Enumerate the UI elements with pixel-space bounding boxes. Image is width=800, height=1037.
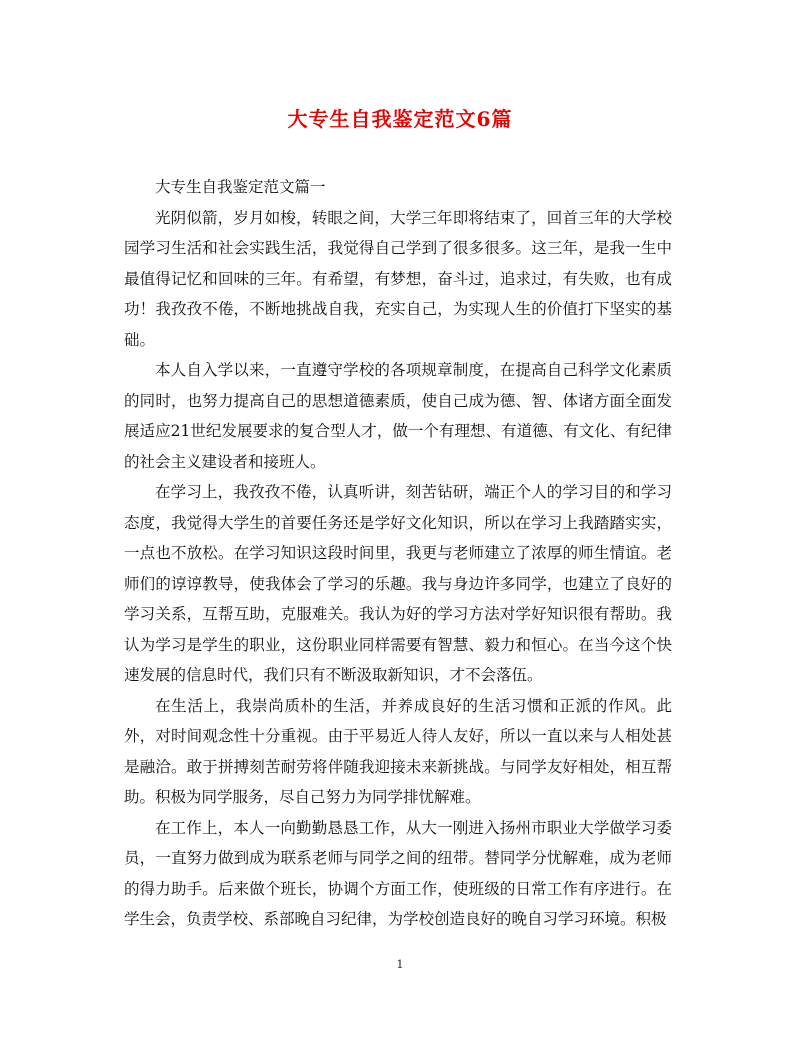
section-heading: 大专生自我鉴定范文篇一 <box>155 178 326 196</box>
page-number: 1 <box>396 958 404 971</box>
paragraph: 在生活上，我崇尚质朴的生活，并养成良好的生活习惯和正派的作风。此外，对时间观念性十分重视。由于平易近人待人友好，所以一直以来与人相处甚是融洽。敢于拼搏刻苦耐劳将伴随我迎接未来新挑战。与同学友好相处，相互帮助。积极为同学服务，尽自己努力为同学排忧解难。 <box>124 696 672 806</box>
paragraph: 本人自入学以来，一直遵守学校的各项规章制度，在提高自己科学文化素质的同时，也努力提高自己的思想道德素质，使自己成为德、智、体诸方面全面发展适应21世纪发展要求的复合型人才，做一个有理想、有道德、有文化、有纪律的社会主义建设者和接班人。 <box>124 361 672 471</box>
document-title: 大专生自我鉴定范文6篇 <box>287 107 513 131</box>
paragraph: 在工作上，本人一向勤勤恳恳工作，从大一刚进入扬州市职业大学做学习委员，一直努力做到成为联系老师与同学之间的纽带。替同学分忧解难，成为老师的得力助手。后来做个班长，协调个方面工作，使班级的日常工作有序进行。在学生会，负责学校、系部晚自习纪律，为学校创造良好的晚自习学习环境。积极 <box>124 818 672 928</box>
document-body <box>124 172 672 935</box>
paragraph: 在学习上，我孜孜不倦，认真听讲，刻苦钻研，端正个人的学习目的和学习态度，我觉得大学生的首要任务还是学好文化知识，所以在学习上我踏踏实实，一点也不放松。在学习知识这段时间里，我更与老师建立了浓厚的师生情谊。老师们的谆谆教导，使我体会了学习的乐趣。我与身边许多同学，也建立了良好的学习关系，互帮互助，克服难关。我认为好的学习方法对学好知识很有帮助。我认为学习是学生的职业，这份职业同样需要有智慧、毅力和恒心。在当今这个快速发展的信息时代，我们只有不断汲取新知识，才不会落伍。 <box>124 483 672 684</box>
paragraph: 光阴似箭，岁月如梭，转眼之间，大学三年即将结束了，回首三年的大学校园学习生活和社会实践生活，我觉得自己学到了很多很多。这三年，是我一生中最值得记忆和回味的三年。有希望，有梦想，奋斗过，追求过，有失败，也有成功！我孜孜不倦，不断地挑战自我，充实自己，为实现人生的价值打下坚实的基础。 <box>124 208 672 349</box>
